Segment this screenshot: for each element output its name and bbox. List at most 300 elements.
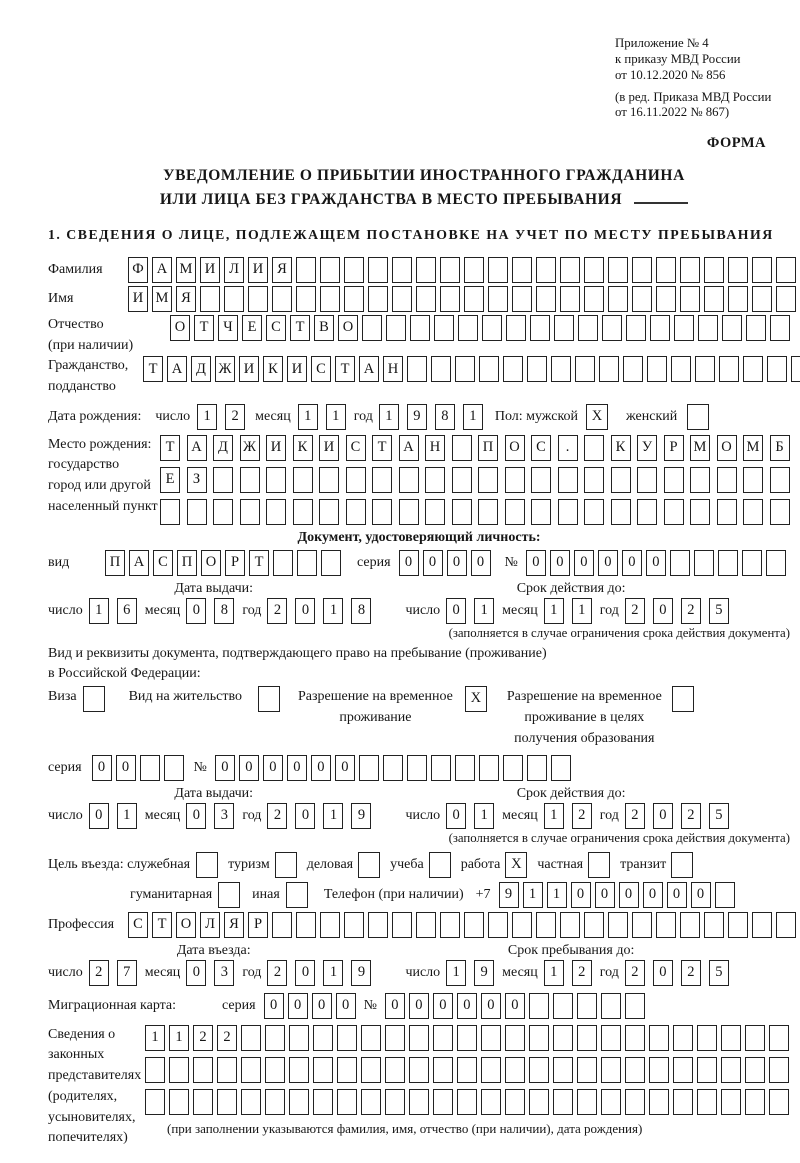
char-cell: У: [637, 435, 657, 461]
char-cell: [313, 1025, 333, 1051]
char-cell: Т: [290, 315, 310, 341]
char-cell: 1: [474, 803, 494, 829]
char-cell: 9: [474, 960, 494, 986]
char-cell: [577, 993, 597, 1019]
char-cell: А: [167, 356, 187, 382]
char-cell: [362, 315, 382, 341]
char-cell: 0: [312, 993, 332, 1019]
char-cell: [687, 404, 709, 430]
permit-limit-note: (заполняется в случае ограничения срока действия документа): [448, 830, 790, 845]
char-cell: [512, 286, 532, 312]
char-cell: [455, 356, 475, 382]
char-cell: [346, 499, 366, 525]
char-cell: [608, 286, 628, 312]
residence-permit-checkbox: [258, 686, 280, 712]
doc-valid-day-cells: [446, 598, 502, 624]
number-sign: №: [363, 998, 377, 1014]
char-cell: [608, 257, 628, 283]
char-cell: [488, 912, 508, 938]
residence-doc-line2: в Российской Федерации:: [48, 665, 201, 681]
char-cell: [673, 1089, 693, 1115]
char-cell: [337, 1089, 357, 1115]
char-cell: 1: [326, 404, 346, 430]
char-cell: 0: [335, 755, 355, 781]
char-cell: [433, 1057, 453, 1083]
doc-issue-day-cells: [89, 598, 145, 624]
char-cell: [664, 499, 684, 525]
char-cell: Т: [160, 435, 180, 461]
char-cell: [479, 755, 499, 781]
char-cell: 2: [267, 598, 287, 624]
representatives-row1-cells: [145, 1025, 793, 1051]
char-cell: [296, 257, 316, 283]
char-cell: [601, 1025, 621, 1051]
char-cell: [289, 1089, 309, 1115]
char-cell: [649, 1057, 669, 1083]
permit-valid-day-cells: [446, 803, 502, 829]
profession-label: Профессия: [48, 917, 115, 933]
char-cell: 0: [385, 993, 405, 1019]
char-cell: Т: [194, 315, 214, 341]
char-cell: [241, 1025, 261, 1051]
char-cell: Я: [272, 257, 292, 283]
char-cell: [601, 1057, 621, 1083]
char-cell: П: [105, 550, 125, 576]
char-cell: 8: [351, 598, 371, 624]
char-cell: [722, 315, 742, 341]
char-cell: [728, 286, 748, 312]
char-cell: [578, 315, 598, 341]
birthplace-label: Место рождения: государство город или другой населенный пункт: [48, 436, 158, 514]
permit-series-cells: [92, 755, 188, 781]
char-cell: [656, 286, 676, 312]
char-cell: С: [153, 550, 173, 576]
char-cell: И: [200, 257, 220, 283]
char-cell: [674, 315, 694, 341]
char-cell: [551, 356, 571, 382]
representatives-label: Сведения о законных представителях (родителях, усыновителях, попечителях): [48, 1026, 142, 1146]
char-cell: 9: [499, 882, 519, 908]
char-cell: [503, 755, 523, 781]
char-cell: 1: [544, 960, 564, 986]
char-cell: [505, 1089, 525, 1115]
temp-residence-edu-checkbox: [672, 686, 694, 712]
char-cell: [457, 1025, 477, 1051]
char-cell: [488, 286, 508, 312]
char-cell: [425, 499, 445, 525]
char-cell: [680, 257, 700, 283]
char-cell: [608, 912, 628, 938]
char-cell: [531, 467, 551, 493]
char-cell: 0: [471, 550, 491, 576]
char-cell: [650, 315, 670, 341]
char-cell: А: [152, 257, 172, 283]
residence-doc-line1: Вид и реквизиты документа, подтверждающего право на пребывание (проживание): [48, 645, 547, 661]
char-cell: 1: [169, 1025, 189, 1051]
char-cell: [530, 315, 550, 341]
char-cell: [766, 550, 786, 576]
char-cell: [625, 1025, 645, 1051]
entry-date-col: Дата въезда: число 2 7 месяц 0 3 год 2 0 1 9: [48, 943, 379, 986]
char-cell: 2: [572, 960, 592, 986]
char-cell: 0: [264, 993, 284, 1019]
month-label: месяц: [255, 409, 291, 425]
section1-heading: 1. СВЕДЕНИЯ О ЛИЦЕ, ПОДЛЕЖАЩЕМ ПОСТАНОВКЕ НА УЧЕТ ПО МЕСТУ ПРЕБЫВАНИЯ: [48, 226, 774, 242]
purpose-row2: [48, 882, 800, 908]
char-cell: [588, 852, 610, 878]
char-cell: [625, 993, 645, 1019]
char-cell: [743, 356, 763, 382]
char-cell: [169, 1089, 189, 1115]
char-cell: [649, 1089, 669, 1115]
char-cell: 0: [653, 803, 673, 829]
char-cell: [383, 755, 403, 781]
business-label: деловая: [306, 857, 354, 873]
char-cell: [551, 755, 571, 781]
char-cell: С: [531, 435, 551, 461]
char-cell: 0: [653, 598, 673, 624]
char-cell: Е: [160, 467, 180, 493]
char-cell: 1: [547, 882, 567, 908]
purpose-business-checkbox: [358, 852, 380, 878]
char-cell: 2: [217, 1025, 237, 1051]
given-name-cells: [128, 286, 800, 312]
char-cell: 9: [351, 960, 371, 986]
char-cell: П: [478, 435, 498, 461]
char-cell: [611, 499, 631, 525]
tourism-label: туризм: [228, 857, 270, 873]
char-cell: [527, 755, 547, 781]
char-cell: [769, 1089, 789, 1115]
char-cell: [649, 1025, 669, 1051]
sex-female-label: женский: [626, 409, 678, 425]
char-cell: [344, 257, 364, 283]
char-cell: 0: [92, 755, 112, 781]
doc-issue-col: Дата выдачи: число 1 6 месяц 0 8 год 2 0 1 8: [48, 581, 379, 624]
char-cell: З: [187, 467, 207, 493]
char-cell: Т: [249, 550, 269, 576]
purpose-humanitarian-checkbox: [218, 882, 240, 908]
char-cell: Ж: [240, 435, 260, 461]
transit-label: транзит: [620, 857, 667, 873]
char-cell: Р: [225, 550, 245, 576]
char-cell: [637, 467, 657, 493]
char-cell: [770, 499, 790, 525]
char-cell: [611, 467, 631, 493]
char-cell: [488, 257, 508, 283]
profession-cells: [128, 912, 800, 938]
char-cell: [361, 1025, 381, 1051]
entry-dates: [48, 943, 800, 986]
char-cell: О: [170, 315, 190, 341]
char-cell: А: [187, 435, 207, 461]
char-cell: [429, 852, 451, 878]
char-cell: В: [314, 315, 334, 341]
char-cell: [293, 499, 313, 525]
char-cell: 2: [267, 960, 287, 986]
char-cell: [319, 499, 339, 525]
char-cell: 2: [225, 404, 245, 430]
title-line2: ИЛИ ЛИЦА БЕЗ ГРАЖДАНСТВА В МЕСТО ПРЕБЫВАНИЯ: [48, 188, 800, 211]
number-sign: №: [504, 555, 518, 571]
char-cell: [637, 499, 657, 525]
char-cell: [776, 257, 796, 283]
char-cell: 0: [186, 598, 206, 624]
char-cell: [479, 356, 499, 382]
char-cell: [248, 286, 268, 312]
char-cell: [289, 1057, 309, 1083]
char-cell: Ж: [215, 356, 235, 382]
char-cell: X: [505, 852, 527, 878]
char-cell: 0: [622, 550, 642, 576]
char-cell: [297, 550, 317, 576]
given-name-row: [48, 286, 800, 312]
char-cell: [455, 755, 475, 781]
revision-line: от 16.11.2022 № 867): [615, 105, 730, 120]
char-cell: [529, 993, 549, 1019]
doc-type-label: вид: [48, 555, 70, 571]
char-cell: [409, 1025, 429, 1051]
char-cell: [478, 467, 498, 493]
birth-month-cells: [298, 404, 354, 430]
char-cell: 0: [481, 993, 501, 1019]
private-label: частная: [537, 857, 584, 873]
char-cell: 0: [186, 960, 206, 986]
permit-dates: [48, 786, 800, 829]
surname-label: Фамилия: [48, 262, 103, 278]
char-cell: 7: [117, 960, 137, 986]
permit-issue-day-cells: [89, 803, 145, 829]
char-cell: К: [293, 435, 313, 461]
humanitarian-label: гуманитарная: [130, 887, 213, 903]
day-label: число: [155, 409, 191, 425]
permit-number-cells: [215, 755, 575, 781]
char-cell: [273, 550, 293, 576]
char-cell: [409, 1057, 429, 1083]
char-cell: 1: [117, 803, 137, 829]
char-cell: [265, 1057, 285, 1083]
char-cell: [770, 315, 790, 341]
patronymic-cells: [170, 315, 794, 341]
char-cell: [527, 356, 547, 382]
char-cell: [503, 356, 523, 382]
char-cell: Т: [372, 435, 392, 461]
permit-type-row: [48, 686, 800, 749]
char-cell: [361, 1089, 381, 1115]
char-cell: [296, 912, 316, 938]
char-cell: 0: [571, 882, 591, 908]
char-cell: [240, 467, 260, 493]
char-cell: [399, 467, 419, 493]
char-cell: [431, 755, 451, 781]
revision-line: (в ред. Приказа МВД России: [615, 89, 772, 104]
char-cell: О: [201, 550, 221, 576]
char-cell: [481, 1089, 501, 1115]
char-cell: Е: [242, 315, 262, 341]
char-cell: [671, 356, 691, 382]
char-cell: [664, 467, 684, 493]
representatives-row2-cells: [145, 1057, 793, 1083]
char-cell: [553, 1025, 573, 1051]
char-cell: [145, 1089, 165, 1115]
char-cell: [529, 1025, 549, 1051]
char-cell: [399, 499, 419, 525]
char-cell: [213, 467, 233, 493]
char-cell: [337, 1057, 357, 1083]
citizenship-row: [48, 356, 800, 397]
char-cell: 2: [625, 803, 645, 829]
char-cell: С: [128, 912, 148, 938]
char-cell: 1: [572, 598, 592, 624]
char-cell: [745, 1057, 765, 1083]
char-cell: [321, 550, 341, 576]
permit-issue-col: Дата выдачи: число 0 1 месяц 0 3 год 2 0 1 9: [48, 786, 379, 829]
char-cell: [217, 1057, 237, 1083]
char-cell: [193, 1057, 213, 1083]
char-cell: 0: [89, 803, 109, 829]
char-cell: [560, 912, 580, 938]
char-cell: [791, 356, 800, 382]
char-cell: [416, 257, 436, 283]
identity-doc-heading: Документ, удостоверяющий личность:: [297, 529, 541, 545]
char-cell: [440, 257, 460, 283]
char-cell: [728, 257, 748, 283]
char-cell: [458, 315, 478, 341]
char-cell: [452, 467, 472, 493]
birthplace-block: [48, 435, 800, 525]
migcard-series-cells: [264, 993, 360, 1019]
migration-card-label: Миграционная карта:: [48, 998, 177, 1014]
char-cell: 1: [89, 598, 109, 624]
migration-card-row: [48, 993, 800, 1019]
sex-male-checkbox: [586, 404, 608, 430]
char-cell: 8: [435, 404, 455, 430]
char-cell: Ф: [128, 257, 148, 283]
char-cell: [265, 1089, 285, 1115]
char-cell: [584, 467, 604, 493]
char-cell: [626, 315, 646, 341]
char-cell: [286, 882, 308, 908]
char-cell: [145, 1057, 165, 1083]
visa-label: Виза: [48, 688, 77, 704]
study-label: учеба: [390, 857, 424, 873]
char-cell: [506, 315, 526, 341]
char-cell: 5: [709, 598, 729, 624]
char-cell: М: [690, 435, 710, 461]
char-cell: [698, 315, 718, 341]
char-cell: 2: [572, 803, 592, 829]
doc-issue-year-cells: [267, 598, 379, 624]
char-cell: [241, 1089, 261, 1115]
char-cell: [746, 315, 766, 341]
phone-prefix: +7: [475, 887, 491, 903]
char-cell: [392, 912, 412, 938]
char-cell: 0: [667, 882, 687, 908]
char-cell: С: [346, 435, 366, 461]
char-cell: [358, 852, 380, 878]
char-cell: [776, 286, 796, 312]
char-cell: [313, 1089, 333, 1115]
char-cell: [266, 467, 286, 493]
char-cell: [140, 755, 160, 781]
char-cell: [769, 1025, 789, 1051]
char-cell: С: [266, 315, 286, 341]
char-cell: 1: [463, 404, 483, 430]
char-cell: [434, 315, 454, 341]
title-line1: УВЕДОМЛЕНИЕ О ПРИБЫТИИ ИНОСТРАННОГО ГРАЖДАНИНА: [163, 167, 685, 185]
stay-year-cells: [625, 960, 737, 986]
char-cell: 9: [407, 404, 427, 430]
char-cell: [558, 499, 578, 525]
char-cell: [558, 467, 578, 493]
char-cell: [680, 286, 700, 312]
char-cell: [275, 852, 297, 878]
char-cell: Т: [335, 356, 355, 382]
char-cell: 3: [214, 960, 234, 986]
char-cell: [632, 257, 652, 283]
char-cell: [344, 912, 364, 938]
purpose-other-checkbox: [286, 882, 308, 908]
char-cell: 1: [544, 803, 564, 829]
purpose-transit-checkbox: [671, 852, 693, 878]
doc-series-cells: [399, 550, 495, 576]
char-cell: 0: [288, 993, 308, 1019]
char-cell: [368, 257, 388, 283]
char-cell: [196, 852, 218, 878]
char-cell: [433, 1089, 453, 1115]
char-cell: [440, 912, 460, 938]
char-cell: [409, 1089, 429, 1115]
char-cell: [625, 1057, 645, 1083]
char-cell: [623, 356, 643, 382]
char-cell: 1: [197, 404, 217, 430]
char-cell: [721, 1089, 741, 1115]
char-cell: 2: [267, 803, 287, 829]
char-cell: [752, 257, 772, 283]
char-cell: 1: [523, 882, 543, 908]
appendix-line: от 10.12.2020 № 856: [615, 67, 726, 82]
char-cell: 0: [653, 960, 673, 986]
char-cell: [717, 467, 737, 493]
migcard-number-cells: [385, 993, 649, 1019]
birthplace-cells-group: [160, 435, 796, 525]
stay-until-label: Срок пребывания до:: [507, 942, 635, 958]
representatives-cells-group: [145, 1025, 793, 1137]
issue-date-label: Дата выдачи:: [174, 580, 254, 596]
char-cell: 0: [691, 882, 711, 908]
char-cell: [433, 1025, 453, 1051]
char-cell: [536, 257, 556, 283]
char-cell: [577, 1089, 597, 1115]
char-cell: М: [152, 286, 172, 312]
char-cell: К: [611, 435, 631, 461]
birthplace-row1-cells: [160, 435, 796, 461]
profession-row: [48, 912, 800, 938]
char-cell: Л: [224, 257, 244, 283]
char-cell: [584, 286, 604, 312]
char-cell: [673, 1057, 693, 1083]
char-cell: [632, 912, 652, 938]
char-cell: [752, 912, 772, 938]
char-cell: 2: [625, 960, 645, 986]
birthdate-label: Дата рождения:: [48, 409, 142, 425]
char-cell: [169, 1057, 189, 1083]
char-cell: [258, 686, 280, 712]
char-cell: [457, 1057, 477, 1083]
char-cell: [553, 1057, 573, 1083]
char-cell: Н: [383, 356, 403, 382]
char-cell: [697, 1025, 717, 1051]
